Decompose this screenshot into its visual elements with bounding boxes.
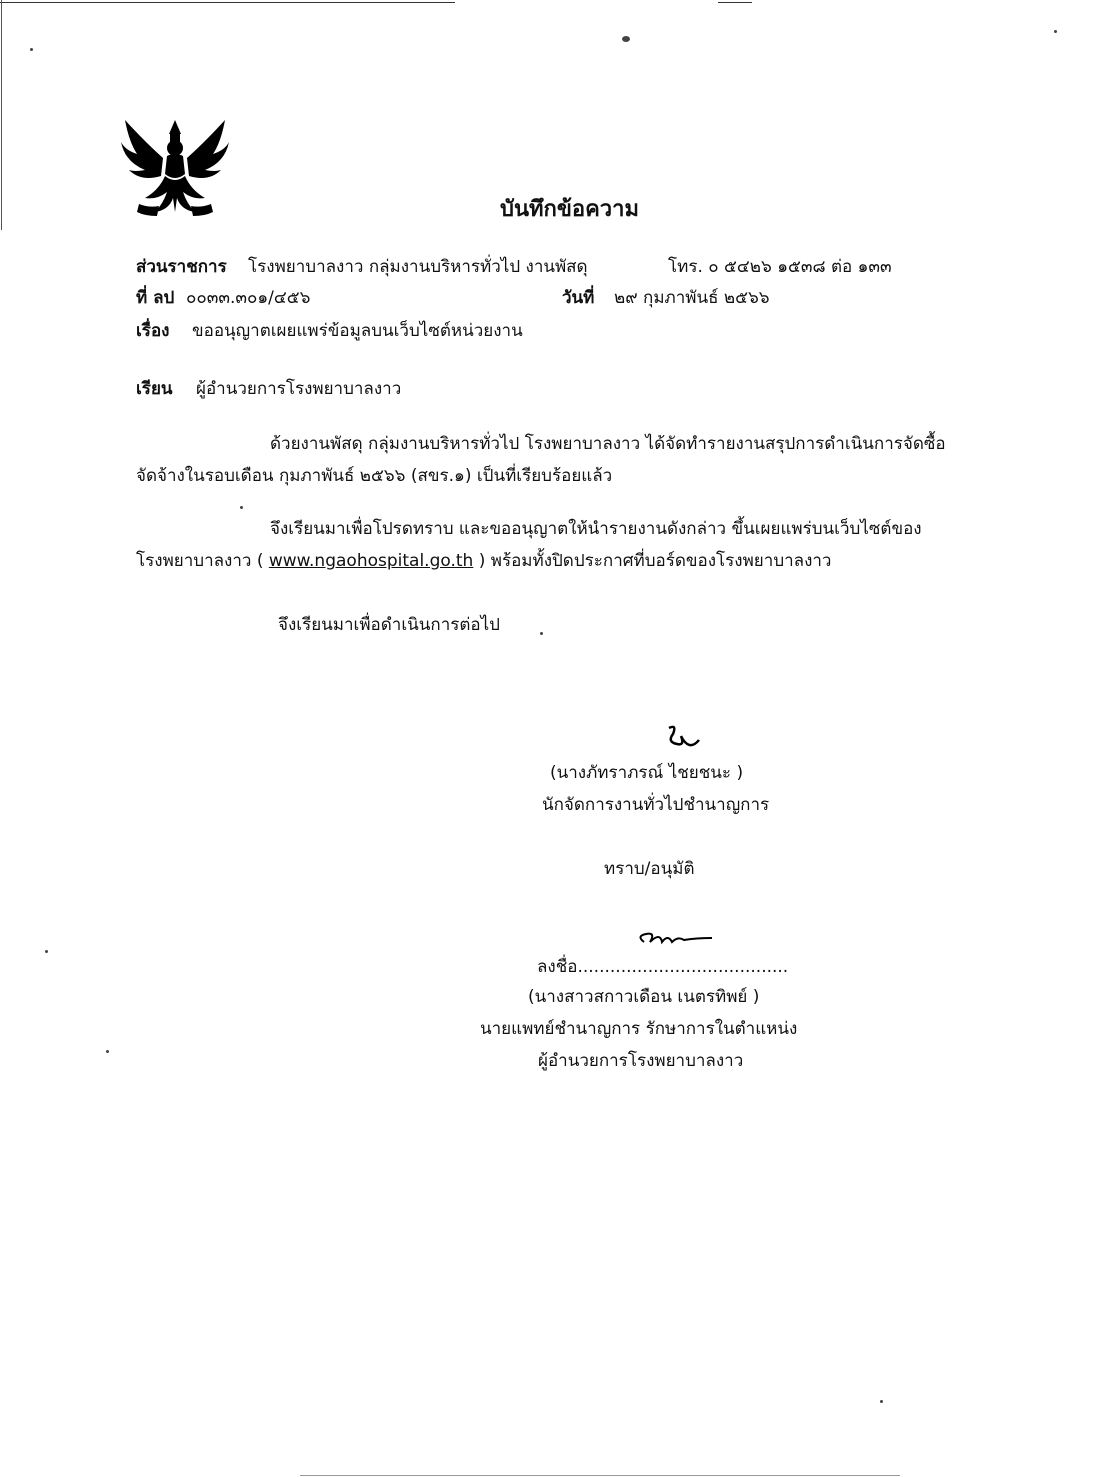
paragraph-2-text-a: โรงพยาบาลงาว ( (136, 551, 264, 571)
scan-speck (240, 506, 243, 509)
agency-label: ส่วนราชการ (136, 257, 227, 277)
paragraph-2-text-b: ) พร้อมทั้งปิดประกาศที่บอร์ดของโรงพยาบาลงาว (478, 551, 832, 571)
addressee-label: เรียน (136, 379, 173, 399)
signer-1-position: นักจัดการงานทั่วไปชำนาญการ (542, 795, 770, 815)
scan-speck (880, 1400, 883, 1403)
scan-edge-top (0, 2, 455, 3)
scan-edge-left (1, 0, 2, 230)
signer-1-name: (นางภัทราภรณ์ ไชยชนะ ) (550, 763, 744, 783)
phone-number: โทร. ๐ ๕๔๒๖ ๑๕๓๘ ต่อ ๑๓๓ (668, 257, 892, 277)
scan-speck (106, 1050, 109, 1053)
date-label: วันที่ (562, 288, 595, 308)
subject-value: ขออนุญาตเผยแพร่ข้อมูลบนเว็บไซต์หน่วยงาน (192, 321, 523, 341)
approver-sign-line: ลงชื่อ....................................... (537, 957, 789, 977)
agency-value: โรงพยาบาลงาว กลุ่มงานบริหารทั่วไป งานพัสดุ (248, 257, 588, 277)
scan-speck (622, 36, 630, 42)
paragraph-2-line-1: จึงเรียนมาเพื่อโปรดทราบ และขออนุญาตให้นำรายงานดังกล่าว ขึ้นเผยแพร่บนเว็บไซต์ของ (270, 519, 922, 539)
paragraph-2-line-2 (136, 550, 831, 572)
approval-text: ทราบ/อนุมัติ (604, 859, 695, 879)
reference-number: ๐๐๓๓.๓๐๑/๔๕๖ (186, 288, 311, 308)
memo-title: บันทึกข้อความ (500, 197, 640, 222)
scan-edge-bottom (300, 1475, 900, 1476)
date-value: ๒๙ กุมภาพันธ์ ๒๕๖๖ (614, 288, 770, 308)
hospital-website-link[interactable]: www.ngaohospital.go.th (268, 551, 474, 571)
paragraph-1-line-2: จัดจ้างในรอบเดือน กุมภาพันธ์ ๒๕๖๖ (สขร.๑) เป็นที่เรียบร้อยแล้ว (136, 466, 613, 486)
paragraph-1-line-1: ด้วยงานพัสดุ กลุ่มงานบริหารทั่วไป โรงพยาบาลงาว ได้จัดทำรายงานสรุปการดำเนินการจัดซื้อ (270, 434, 946, 454)
scan-speck (45, 950, 48, 953)
signature-1-handwriting (655, 722, 715, 758)
scan-speck (540, 632, 543, 635)
reference-label: ที่ ลป (136, 288, 175, 308)
subject-label: เรื่อง (136, 321, 170, 341)
garuda-emblem-icon (115, 112, 235, 224)
addressee-value: ผู้อำนวยการโรงพยาบาลงาว (196, 379, 402, 399)
signature-2-handwriting (632, 926, 722, 958)
approver-position-2: ผู้อำนวยการโรงพยาบาลงาว (538, 1051, 744, 1071)
scan-edge-top-segment (718, 2, 752, 3)
scan-speck (30, 48, 33, 51)
approver-position-1: นายแพทย์ชำนาญการ รักษาการในตำแหน่ง (480, 1019, 798, 1039)
approver-name: (นางสาวสกาวเดือน เนตรทิพย์ ) (528, 987, 760, 1007)
paragraph-3: จึงเรียนมาเพื่อดำเนินการต่อไป (278, 615, 500, 635)
scan-speck (1054, 30, 1057, 33)
